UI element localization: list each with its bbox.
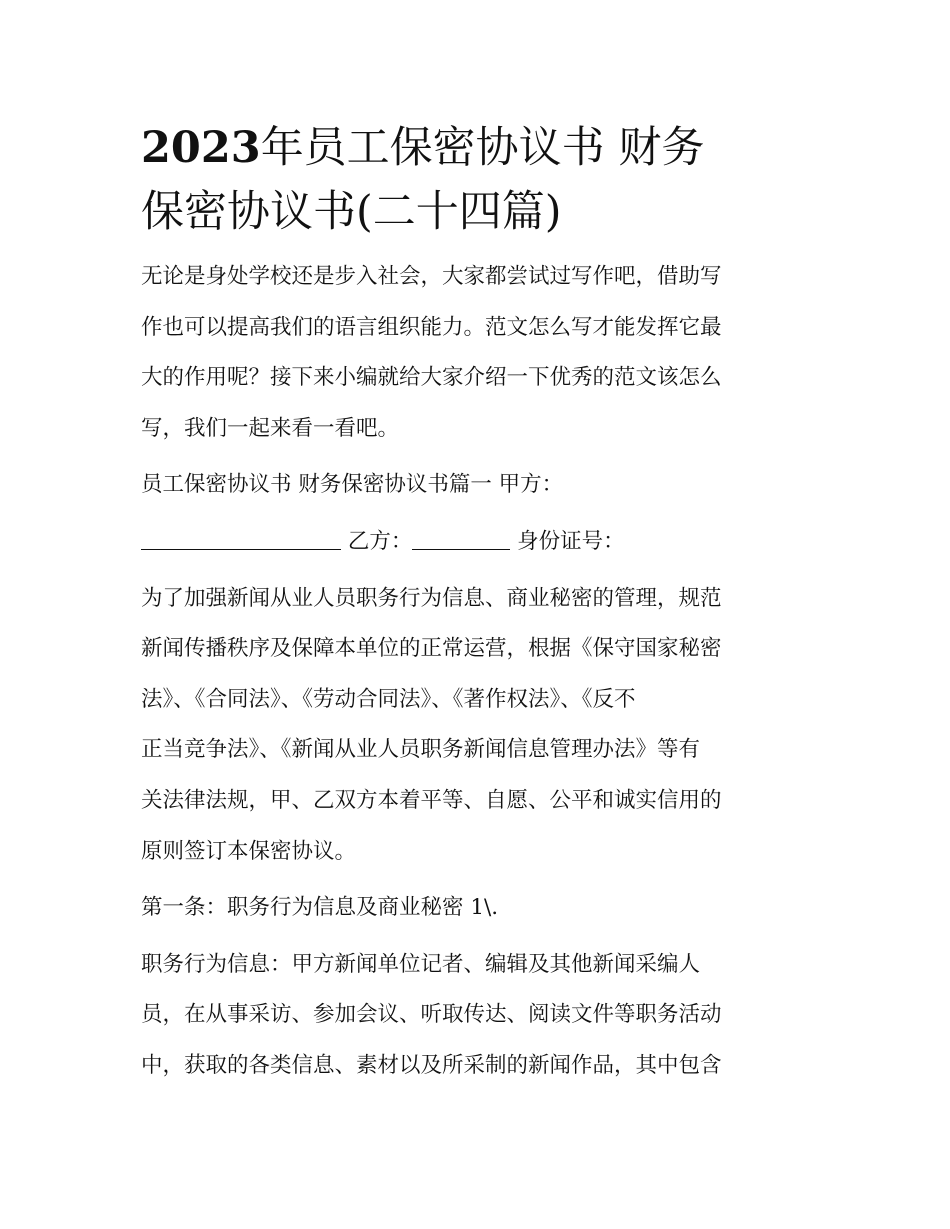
parties-line <box>141 517 815 568</box>
agreement-heading-line: 员工保密协议书 财务保密协议书篇一 甲方： <box>141 472 564 498</box>
intro-line-2: 作也可以提高我们的语言组织能力。范文怎么写才能发挥它最 <box>141 314 722 340</box>
article-1-heading-line: 第一条：职务行为信息及商业秘密 1\. <box>141 895 499 921</box>
purpose-line-5: 关法律法规，甲、乙双方本着平等、自愿、公平和诚实信用的 <box>141 787 722 813</box>
title-line-2: 保密协议书(二十四篇) <box>141 187 562 237</box>
title-text-1: 年员工保密协议书 财务 <box>260 123 705 173</box>
parties-line-content <box>141 517 815 568</box>
purpose-line-1: 为了加强新闻从业人员职务行为信息、商业秘密的管理，规范 <box>141 585 722 611</box>
article-1-line-3: 中，获取的各类信息、素材以及所采制的新闻作品，其中包含 <box>141 1052 722 1078</box>
party-a-blank <box>141 527 341 550</box>
agreement-heading <box>141 460 815 511</box>
intro-line-3: 大的作用呢？接下来小编就给大家介绍一下优秀的范文该怎么 <box>141 365 722 391</box>
purpose-paragraph <box>141 574 815 878</box>
article-1-heading <box>141 883 815 934</box>
article-1-line-2: 员，在从事采访、参加会议、听取传达、阅读文件等职务活动 <box>141 1002 722 1028</box>
party-b-blank <box>412 527 510 550</box>
article-1-line-1: 职务行为信息：甲方新闻单位记者、编辑及其他新闻采编人 <box>141 951 701 977</box>
purpose-line-2: 新闻传播秩序及保障本单位的正常运营，根据《保守国家秘密 <box>141 636 722 662</box>
purpose-line-3: 法》、《合同法》、《劳动合同法》、《著作权法》、《反不 <box>141 686 636 712</box>
purpose-line-4: 正当竞争法》、《新闻从业人员职务新闻信息管理办法》等有 <box>141 737 701 763</box>
intro-paragraph <box>141 252 815 454</box>
article-1-body <box>141 940 815 1092</box>
intro-line-4: 写，我们一起来看一看吧。 <box>141 415 400 441</box>
purpose-line-6: 原则签订本保密协议。 <box>141 838 357 864</box>
party-b-label: 乙方： <box>341 528 413 554</box>
document-title <box>141 116 815 244</box>
title-year: 2023 <box>141 123 261 173</box>
intro-line-1: 无论是身处学校还是步入社会，大家都尝试过写作吧，借助写 <box>141 264 722 289</box>
id-number-label: 身份证号： <box>510 528 625 554</box>
title-line-1 <box>141 116 815 180</box>
document-content <box>141 116 815 1098</box>
